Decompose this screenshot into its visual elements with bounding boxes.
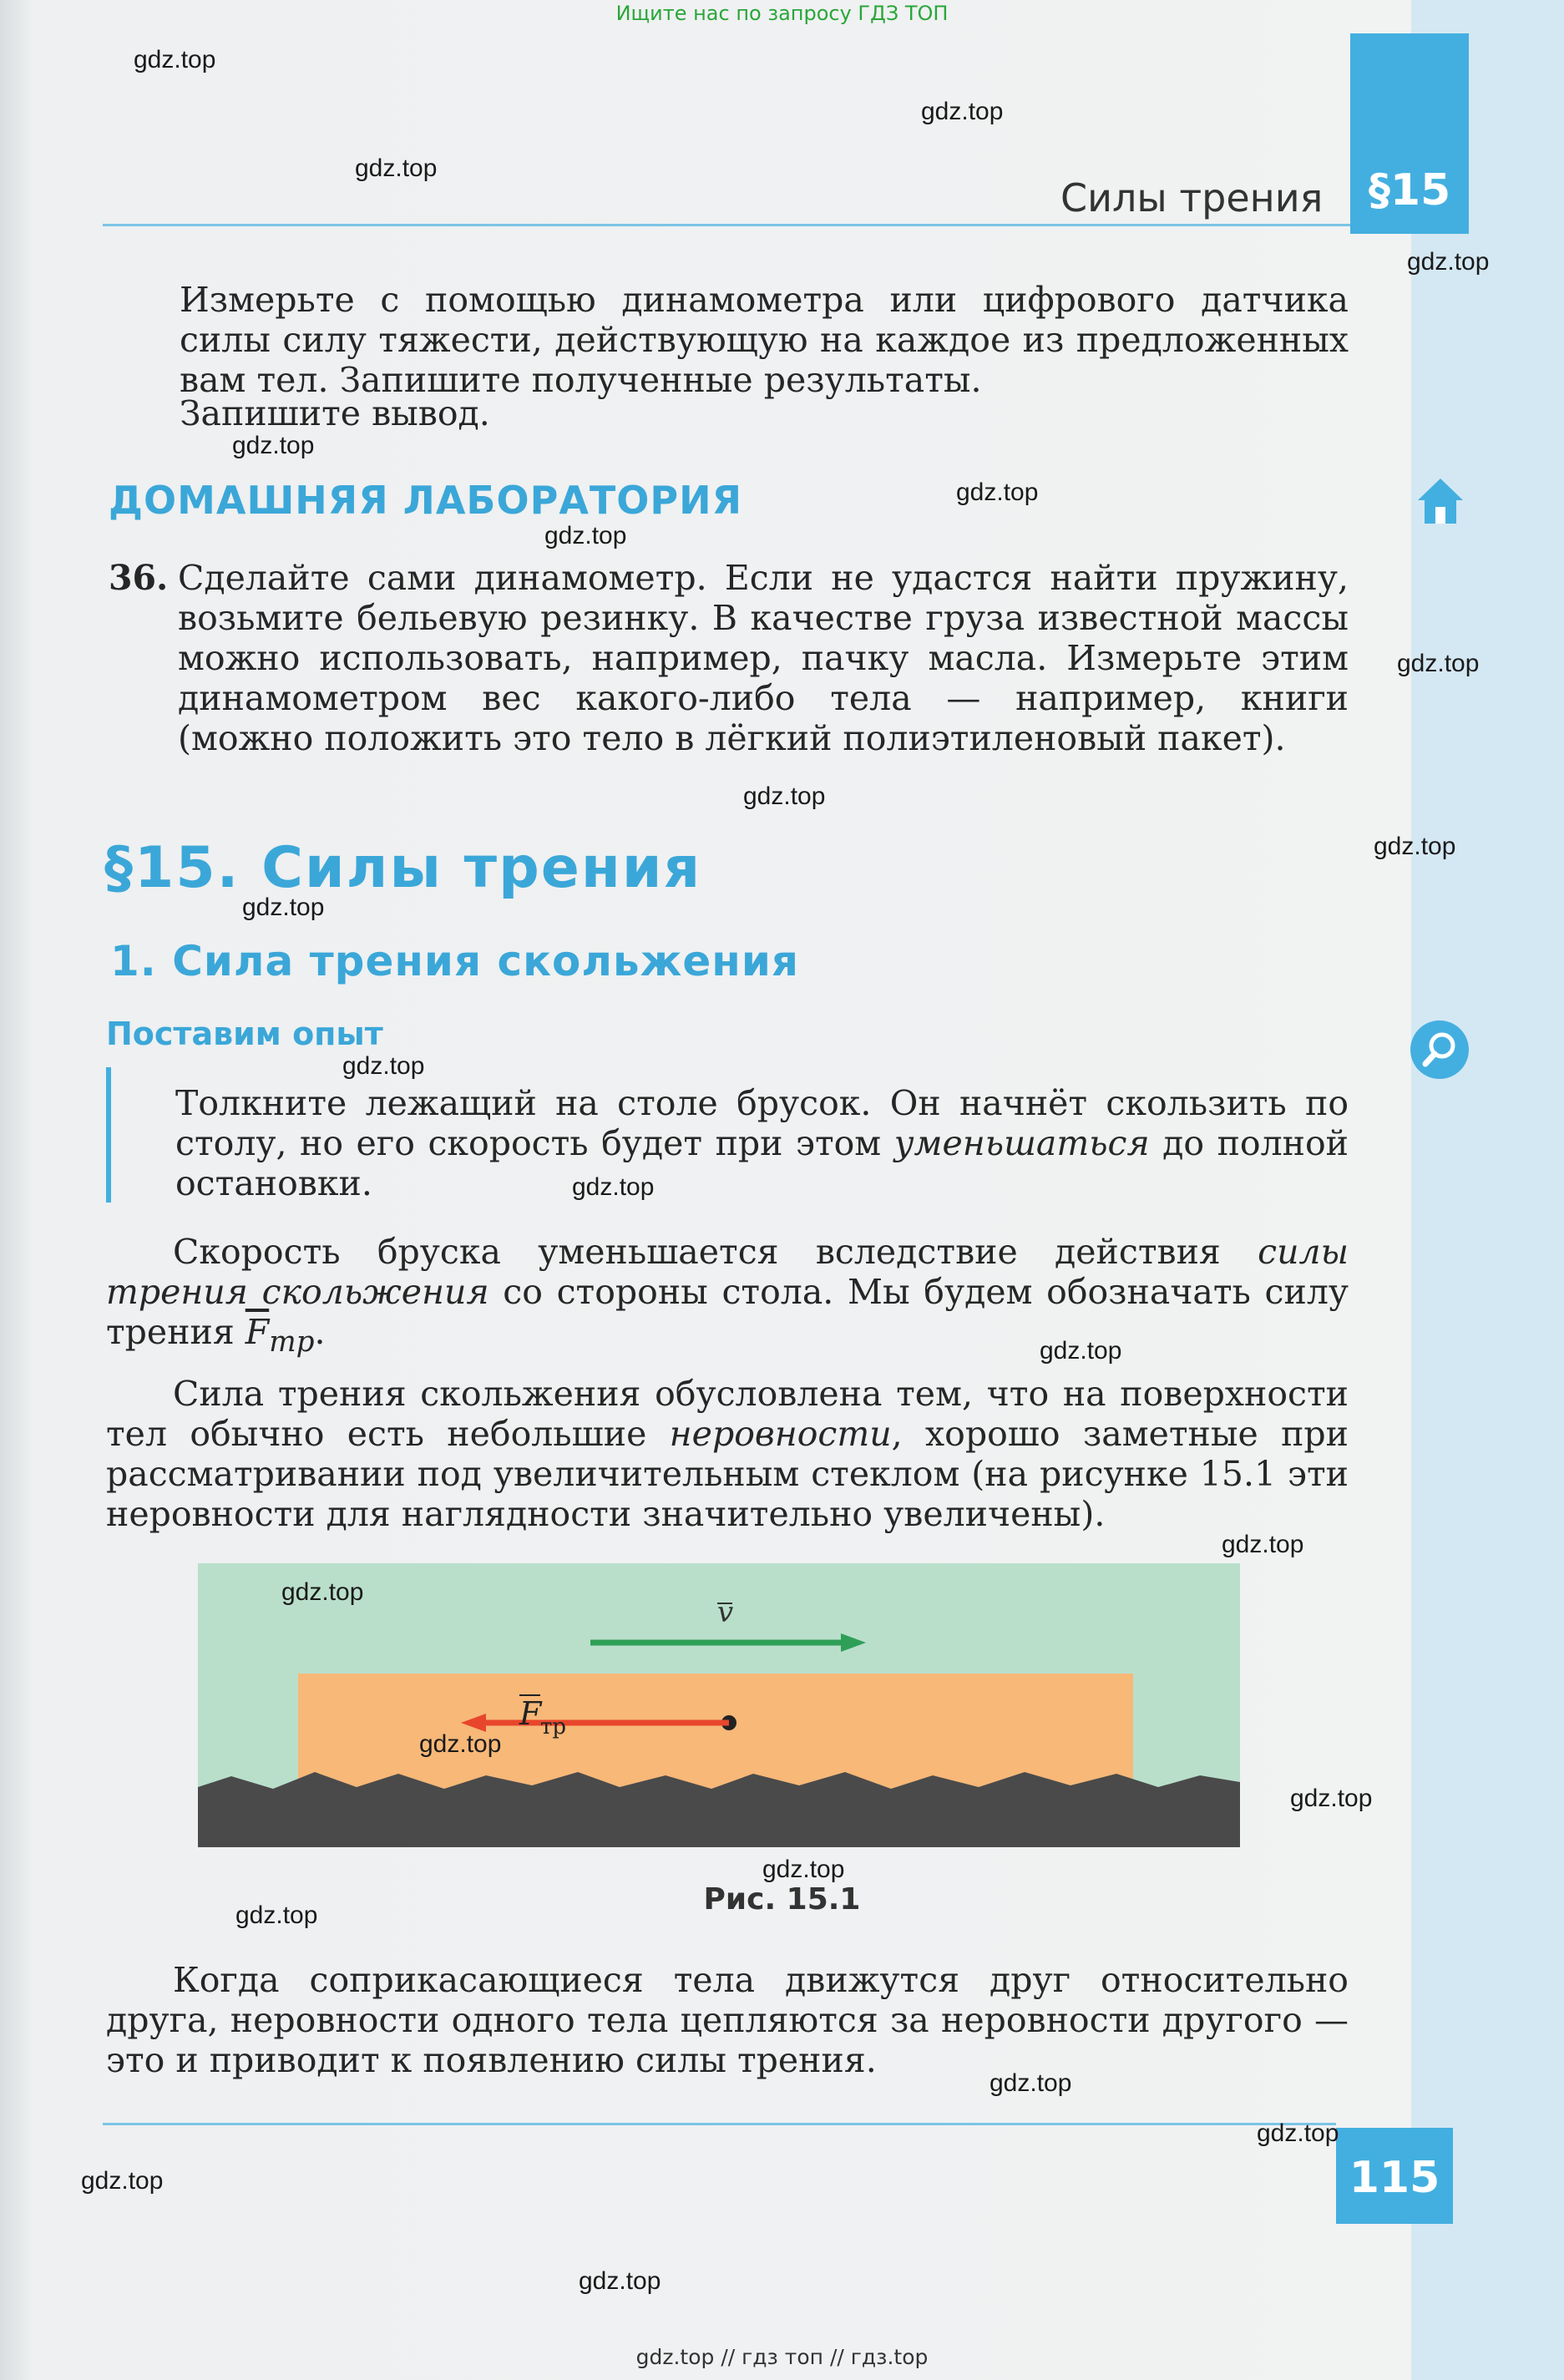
- paragraph-friction-definition: Скорость бруска уменьшается вследствие действия силы трения скольжения со стороны стола. Мы будем обозначать силу трения $\overline{F}_{тр}$.: [106, 1232, 1349, 1360]
- watermark: gdz.top: [134, 46, 216, 73]
- home-icon: [1411, 472, 1470, 530]
- home-lab-heading: ДОМАШНЯЯ ЛАБОРАТОРИЯ: [109, 478, 743, 523]
- watermark: gdz.top: [1222, 1531, 1304, 1558]
- watermark: gdz.top: [232, 432, 315, 459]
- figure-caption: Рис. 15.1: [703, 1882, 861, 1917]
- watermark: gdz.top: [419, 1730, 502, 1758]
- watermark: gdz.top: [342, 1052, 425, 1080]
- intro-conclusion: Запишите вывод.: [180, 393, 490, 433]
- experiment-side-bar: [106, 1067, 111, 1203]
- watermark: gdz.top: [1374, 833, 1456, 860]
- watermark: gdz.top: [762, 1856, 845, 1883]
- watermark: gdz.top: [355, 154, 438, 182]
- paragraph-conclusion: Когда соприкасающиеся тела движутся друг относительно друга, неровности одного тела цепляются за неровности другого — это и приводит к появлению силы трения.: [106, 1960, 1349, 2080]
- page-number: 115: [1349, 2153, 1440, 2203]
- friction-force-sub: тр: [540, 1714, 567, 1739]
- paragraph-roughness: [106, 1374, 1349, 1534]
- home-lab-task: Сделайте сами динамометр. Если не удастся найти пружину, возьмите бельевую резинку. В качестве груза известной массы можно использовать, например, пачку масла. Измерьте этим динамометром вес какого-либо тела — например, книги (можно положить это тело в лёгкий полиэтиленовый пакет).: [178, 558, 1349, 758]
- watermark: gdz.top: [743, 782, 826, 810]
- p1-emphasis: силы трения скольжения: [106, 1232, 1349, 1312]
- watermark: gdz.top: [81, 2167, 164, 2195]
- p2-emphasis: неровности: [669, 1414, 892, 1454]
- watermark: gdz.top: [579, 2267, 661, 2295]
- friction-symbol-letter: $\overline{F}$: [245, 1312, 270, 1352]
- watermark: gdz.top: [1397, 650, 1480, 677]
- p1-part1: Скорость бруска уменьшается вследствие действия: [173, 1232, 1221, 1272]
- velocity-label: v: [717, 1596, 734, 1629]
- section-heading: §15. Силы трения: [104, 835, 702, 901]
- watermark: gdz.top: [1040, 1337, 1122, 1365]
- friction-force-label: F: [519, 1695, 542, 1732]
- experiment-emphasis: уменьшаться: [893, 1123, 1150, 1163]
- footer-divider: [103, 2123, 1336, 2125]
- experiment-text: [175, 1083, 1349, 1203]
- watermark: gdz.top: [281, 1578, 364, 1606]
- subsection-heading: 1. Сила трения скольжения: [110, 937, 799, 985]
- p2-part1: Сила трения скольжения обусловлена тем, что на поверхности тел обычно есть небольшие: [106, 1374, 1349, 1454]
- watermark: gdz.top: [1407, 248, 1490, 276]
- watermark: gdz.top: [990, 2069, 1072, 2097]
- watermark: gdz.top: [242, 894, 325, 921]
- chapter-number: §15: [1368, 165, 1451, 215]
- watermark: gdz.top: [235, 1901, 318, 1929]
- magnifier-icon: [1410, 1020, 1469, 1079]
- watermark: gdz.top: [1290, 1785, 1373, 1812]
- top-banner[interactable]: Ищите нас по запросу ГДЗ ТОП: [615, 2, 949, 25]
- p1-part2: со стороны стола. Мы будем обозначать силу трения: [106, 1272, 1349, 1352]
- watermark: gdz.top: [956, 479, 1039, 506]
- page-margin-strip: [1411, 0, 1564, 2380]
- watermark: gdz.top: [544, 522, 627, 549]
- watermark: gdz.top: [921, 98, 1004, 125]
- p2-part2: , хорошо заметные при рассматривании под увеличительным стеклом (на рисунке 15.1 эти неровности для наглядности значительно увеличены).: [106, 1414, 1349, 1534]
- header-divider: [103, 224, 1350, 226]
- friction-symbol: [245, 1312, 315, 1360]
- bottom-banner[interactable]: gdz.top // гдз топ // гдз.top: [635, 2345, 929, 2369]
- intro-paragraph: Измерьте с помощью динамометра или цифрового датчика силы силу тяжести, действующую на каждое из предложенных вам тел. Запишите полученные результаты.: [180, 280, 1349, 400]
- task-number: 36.: [109, 558, 169, 598]
- experiment-heading: Поставим опыт: [106, 1015, 383, 1052]
- experiment-text-part1: Толкните лежащий на столе брусок. Он начнёт скользить по столу, но его скорость будет при этом: [175, 1083, 1349, 1163]
- watermark: gdz.top: [1257, 2119, 1339, 2147]
- friction-symbol-sub: тр: [269, 1325, 315, 1360]
- running-header-title: Силы трения: [1060, 175, 1324, 220]
- watermark: gdz.top: [572, 1173, 655, 1201]
- experiment-text-part2: до полной остановки.: [175, 1123, 1349, 1203]
